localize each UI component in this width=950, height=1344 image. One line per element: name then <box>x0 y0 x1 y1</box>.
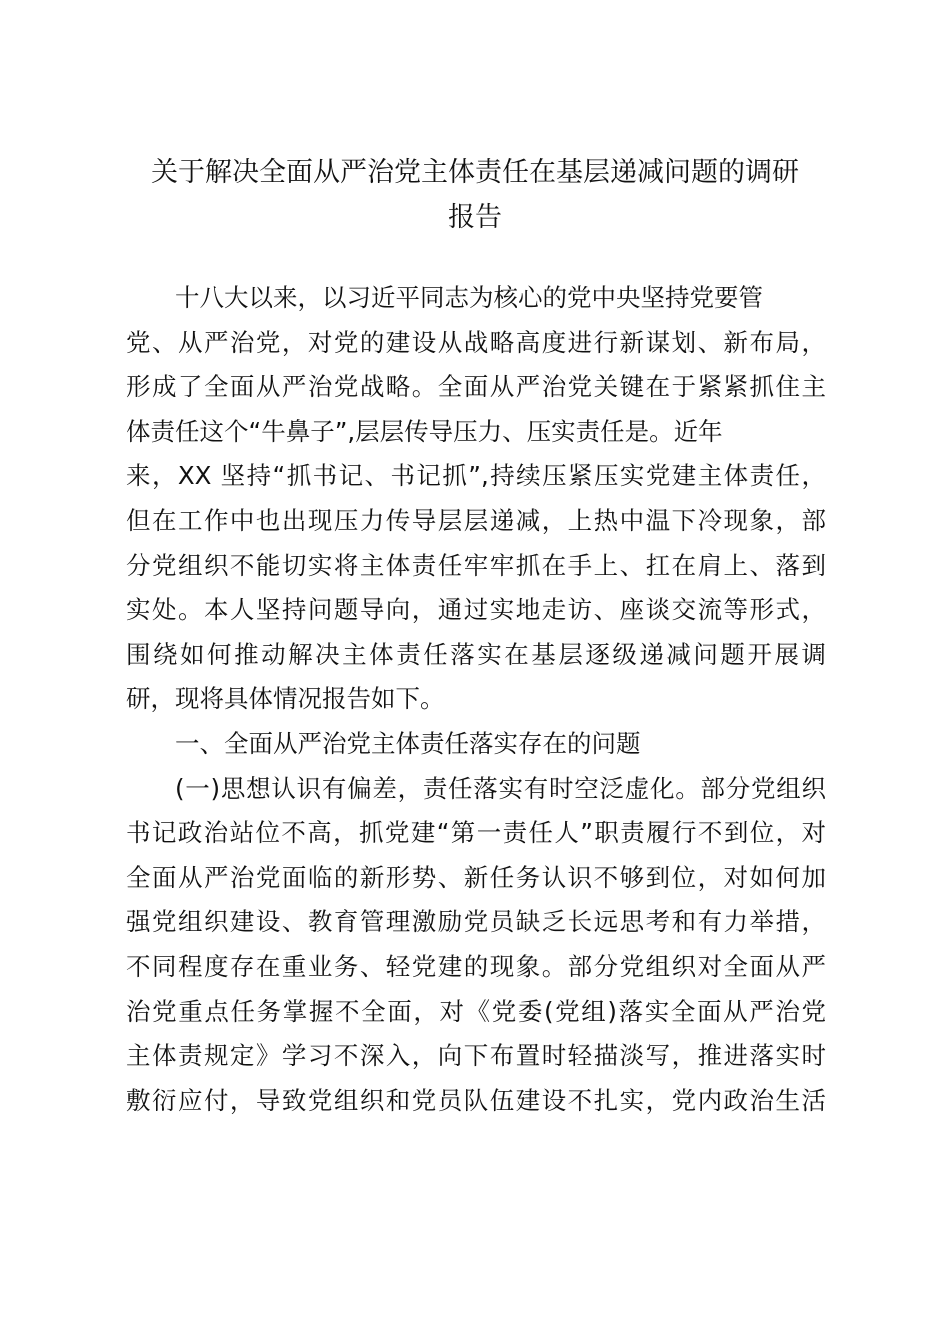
document-body <box>126 276 826 1123</box>
paragraph-line: 强党组织建设、教育管理激励党员缺乏长远思考和有力举措， <box>126 907 826 937</box>
paragraph-line: 形成了全面从严治党战略。全面从严治党关键在于紧紧抓住主 <box>126 372 826 402</box>
paragraph-line: 治党重点任务掌握不全面，对《党委(党组)落实全面从严治党 <box>126 996 826 1026</box>
paragraph-line: 主体责规定》学习不深入，向下布置时轻描淡写，推进落实时 <box>126 1041 826 1071</box>
subsection-heading-line: (一)思想认识有偏差，责任落实有时空泛虚化。部分党组织 <box>175 773 826 803</box>
paragraph-line: 书记政治站位不高，抓党建“第一责任人”职责履行不到位，对 <box>126 818 826 848</box>
paragraph-line: 十八大以来，以习近平同志为核心的党中央坚持党要管 <box>175 283 763 312</box>
title-line: 关于解决全面从严治党主体责任在基层递减问题的调研 <box>151 157 799 188</box>
paragraph-line: 不同程度存在重业务、轻党建的现象。部分党组织对全面从严 <box>126 951 826 981</box>
paragraph-line: 围绕如何推动解决主体责任落实在基层逐级递减问题开展调 <box>126 639 826 669</box>
paragraph-line: 全面从严治党面临的新形势、新任务认识不够到位，对如何加 <box>126 862 826 892</box>
paragraph-line: 分党组织不能切实将主体责任牢牢抓在手上、扛在肩上、落到 <box>126 550 826 580</box>
paragraph-line: 敷衍应付，导致党组织和党员队伍建设不扎实，党内政治生活 <box>126 1085 826 1115</box>
paragraph-line: 体责任这个“牛鼻子”,层层传导压力、压实责任是。近年 <box>126 416 723 446</box>
section-heading: 一、全面从严治党主体责任落实存在的问题 <box>175 728 641 758</box>
paragraph-line: 党、从严治党，对党的建设从战略高度进行新谋划、新布局， <box>126 327 826 357</box>
paragraph-line: 但在工作中也出现压力传导层层递减，上热中温下冷现象，部 <box>126 505 826 535</box>
paragraph-line: 来，XX 坚持“抓书记、书记抓”,持续压紧压实党建主体责任， <box>126 461 826 491</box>
paragraph-line: 研，现将具体情况报告如下。 <box>126 684 445 714</box>
document-title <box>120 150 830 239</box>
paragraph-line: 实处。本人坚持问题导向，通过实地走访、座谈交流等形式， <box>126 595 826 625</box>
title-line: 报告 <box>448 201 502 233</box>
